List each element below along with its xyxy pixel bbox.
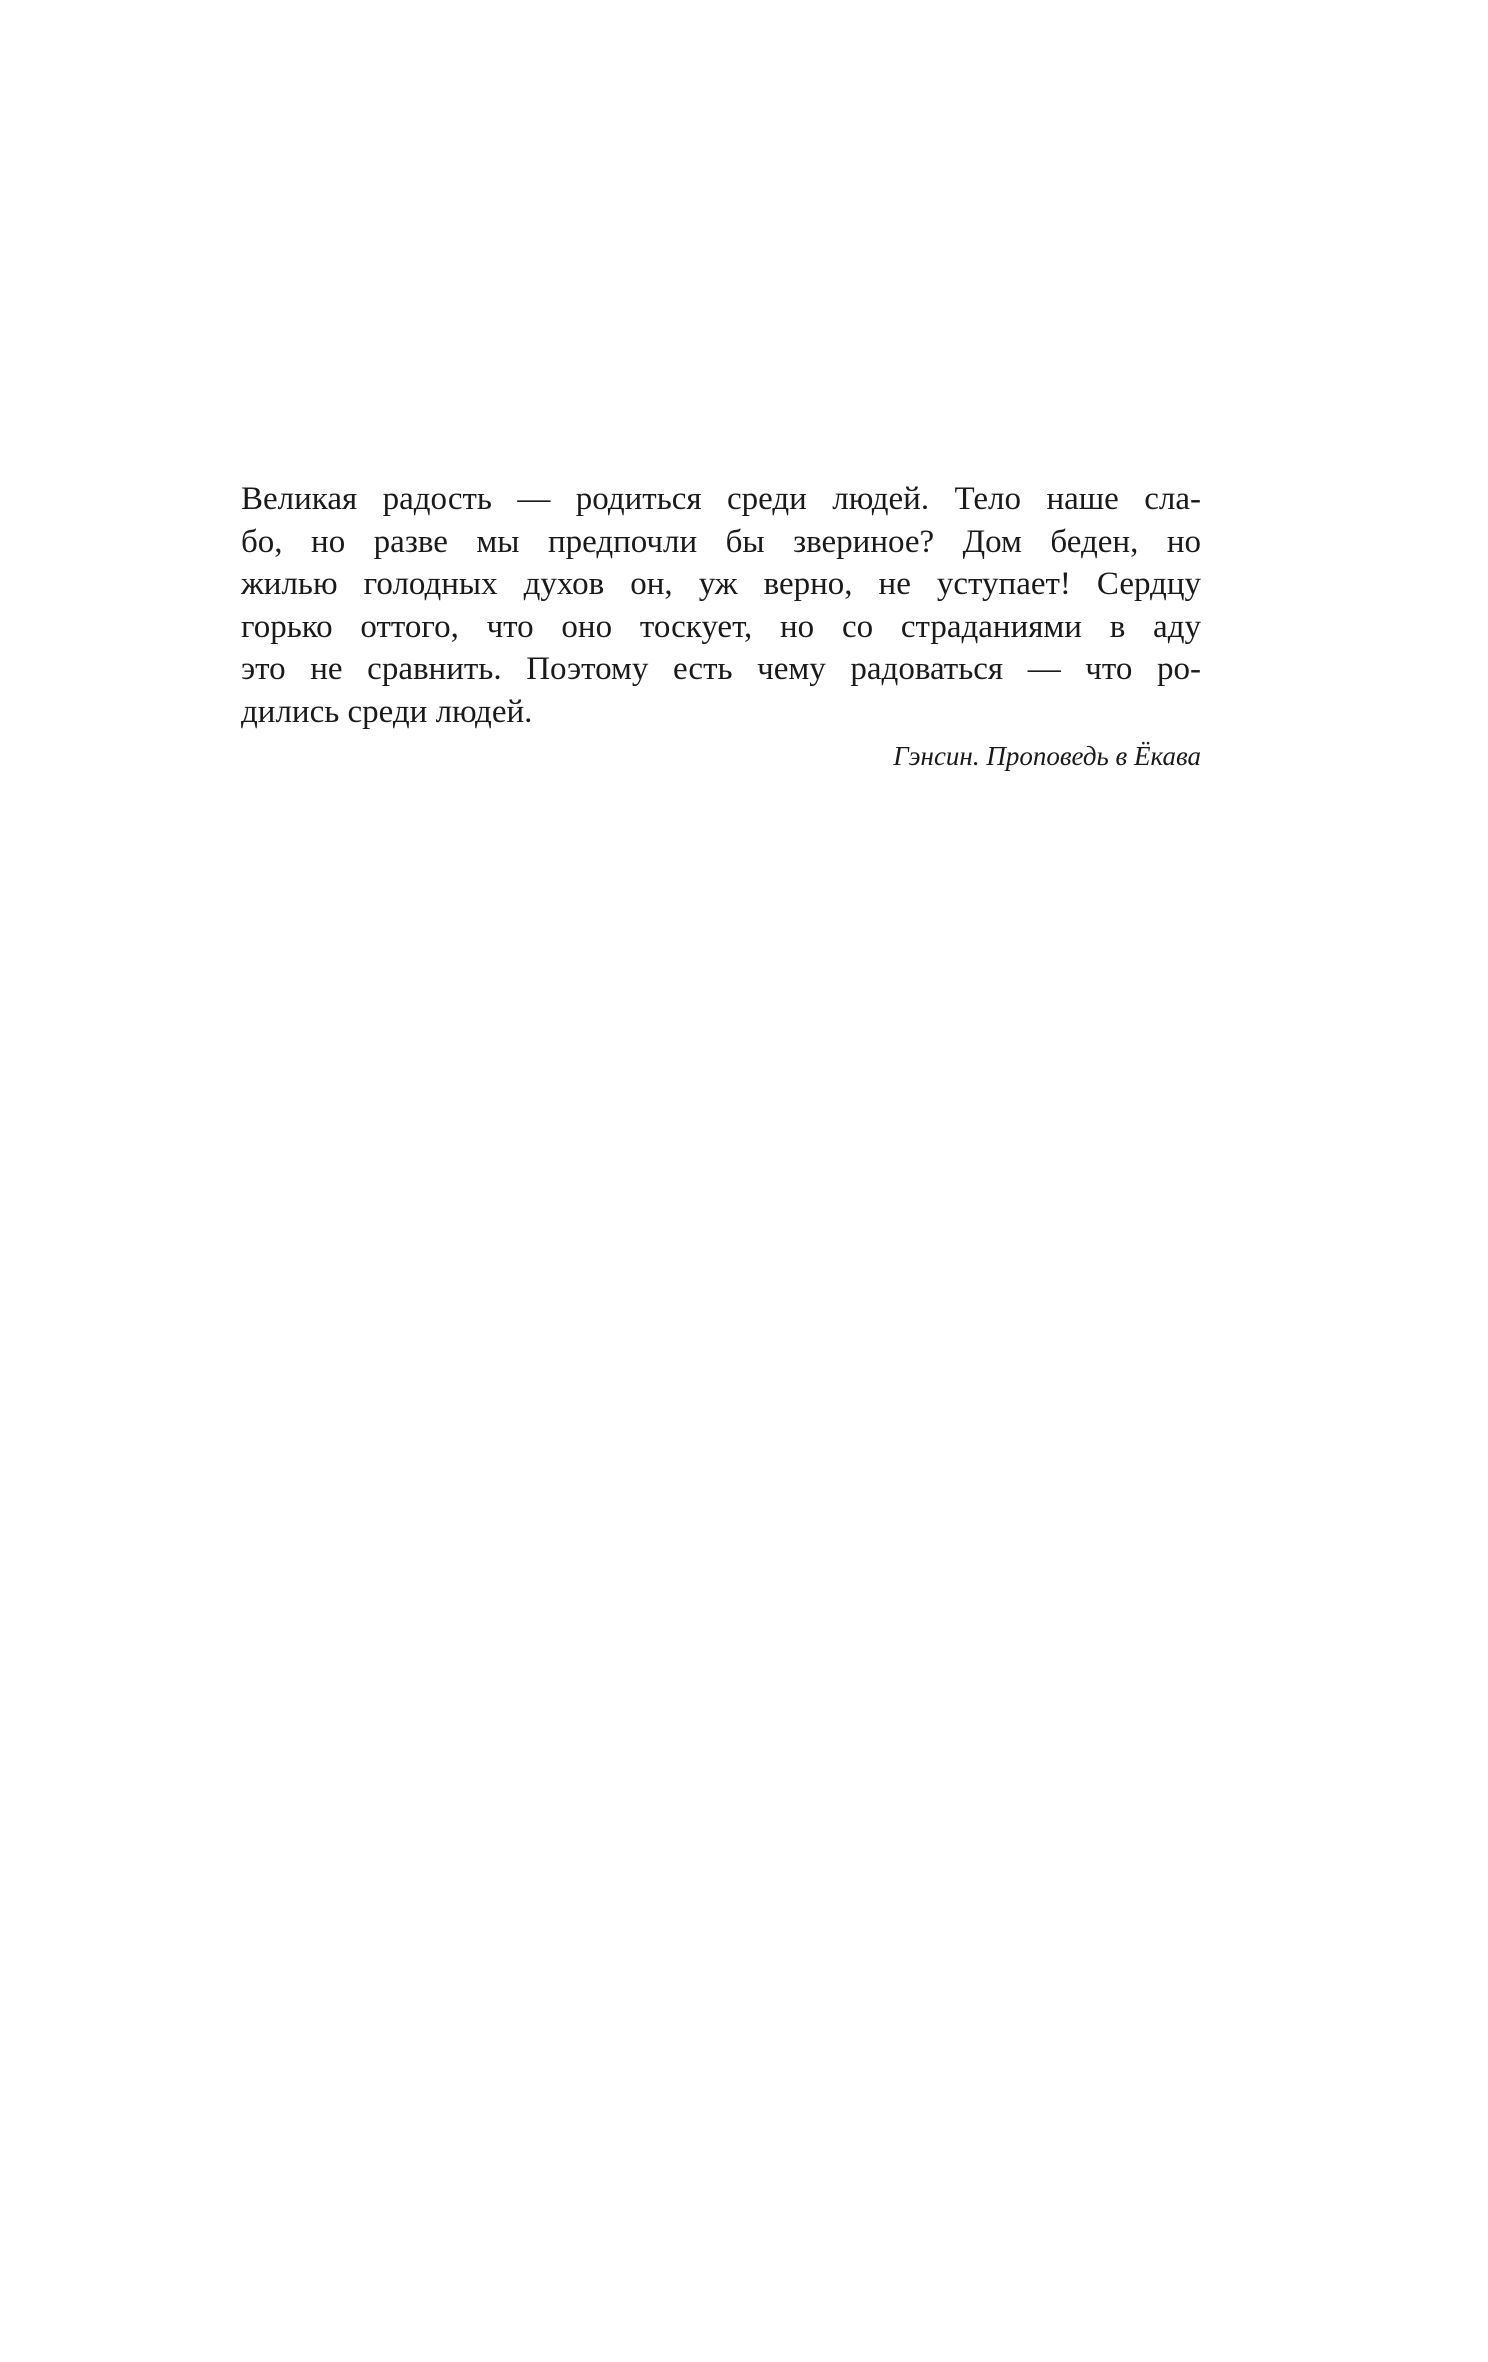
epigraph-line: это не сравнить. Поэтому есть чему радоваться — что ро- <box>241 651 1201 687</box>
epigraph-text <box>241 478 1201 733</box>
epigraph <box>241 478 1201 773</box>
epigraph-line: горько оттого, что оно тоскует, но со страданиями в аду <box>241 608 1201 645</box>
epigraph-line: дились среди людей. <box>241 693 533 730</box>
epigraph-line: бо, но разве мы предпочли бы звериное? Дом беден, но <box>241 523 1201 560</box>
epigraph-source: Гэнсин. Проповедь в Ёкава <box>893 741 1201 771</box>
epigraph-line: жилью голодных духов он, уж верно, не уступает! Сердцу <box>241 566 1201 602</box>
epigraph-line: Великая радость — родиться среди людей. Тело наше сла- <box>241 481 1201 517</box>
